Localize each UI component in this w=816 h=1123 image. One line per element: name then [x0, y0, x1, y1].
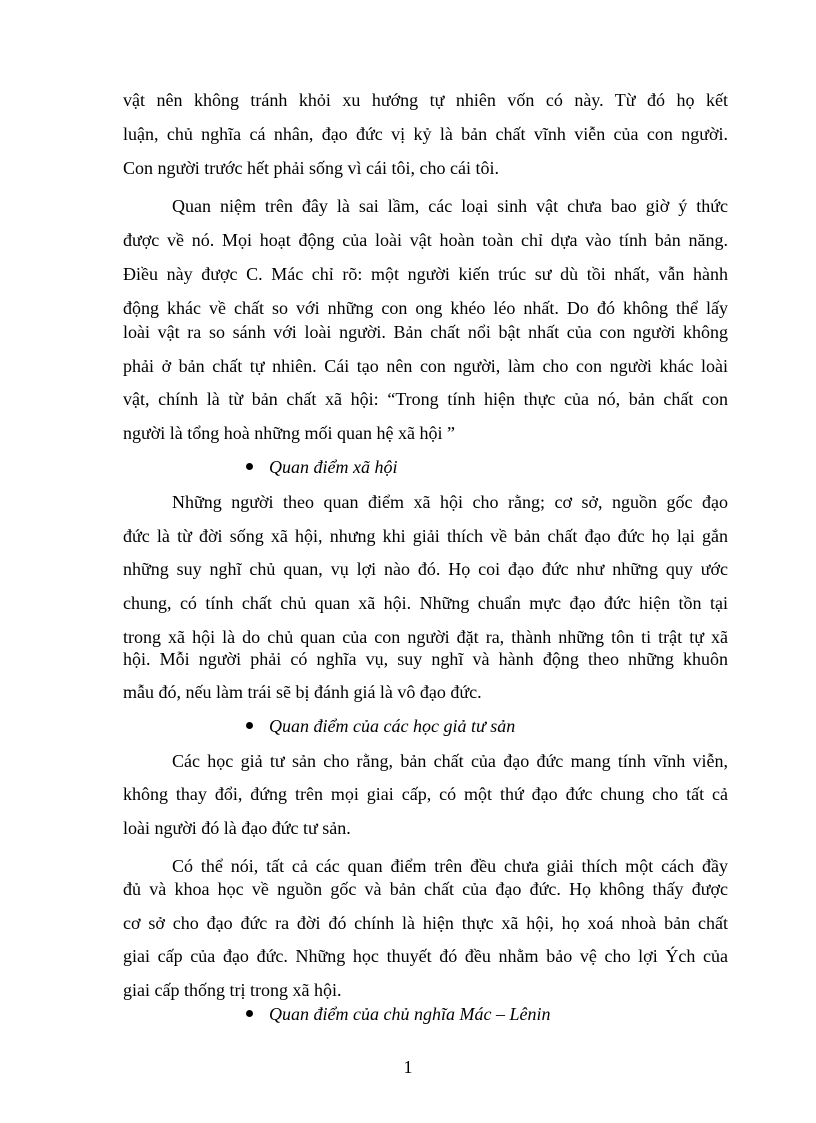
body-text-line: Có thể nói, tất cả các quan điểm trên đều chưa giải thích một cách đầy — [172, 856, 728, 876]
body-text-line: vật, chính là từ bản chất xã hội: “Trong tính hiện thực của nó, bản chất con — [123, 389, 728, 409]
section-heading-bullet — [246, 1001, 550, 1027]
body-text-line: Các học giả tư sản cho rằng, bản chất của đạo đức mang tính vĩnh viễn, — [172, 751, 728, 771]
body-text-line: Những người theo quan điểm xã hội cho rằng; cơ sở, nguồn gốc đạo — [172, 492, 728, 512]
body-text-line: đủ và khoa học về nguồn gốc và bản chất của đạo đức. Họ không thấy được — [123, 879, 728, 899]
body-text-line: chung, có tính chất chủ quan xã hội. Những chuẩn mực đạo đức hiện tồn tại — [123, 593, 728, 613]
section-heading-bullet — [246, 713, 515, 739]
section-heading-bullet — [246, 454, 397, 480]
body-text-line: hội. Mỗi người phải có nghĩa vụ, suy nghĩ và hành động theo những khuôn — [123, 649, 728, 669]
body-text-line: loài vật ra so sánh với loài người. Bản chất nổi bật nhất của con người không — [123, 322, 728, 342]
body-text-line: Điều này được C. Mác chỉ rõ: một người kiến trúc sư dù tồi nhất, vẫn hành — [123, 264, 728, 284]
body-text-line: giai cấp của đạo đức. Những học thuyết đó đều nhằm bảo vệ cho lợi Ých của — [123, 946, 728, 966]
body-text-line: người là tổng hoà những mối quan hệ xã hội ” — [123, 423, 455, 443]
body-text-line: những suy nghĩ chủ quan, vụ lợi nào đó. Họ coi đạo đức như những quy ước — [123, 559, 728, 579]
body-text-line: Quan niệm trên đây là sai lầm, các loại sinh vật chưa bao giờ ý thức — [172, 196, 728, 216]
body-text-line: phải ở bản chất tự nhiên. Cái tạo nên con người, làm cho con người khác loài — [123, 356, 728, 376]
bullet-icon — [246, 463, 253, 470]
bullet-icon — [246, 1010, 253, 1017]
section-heading: Quan điểm xã hội — [269, 457, 398, 477]
body-text-line: cơ sở cho đạo đức ra đời đó chính là hiện thực xã hội, họ xoá nhoà bản chất — [123, 913, 728, 933]
bullet-icon — [246, 722, 253, 729]
body-text-line: được về nó. Mọi hoạt động của loài vật hoàn toàn chỉ dựa vào tính bản năng. — [123, 230, 728, 250]
body-text-line: luận, chủ nghĩa cá nhân, đạo đức vị kỷ là bản chất vĩnh viễn của con người. — [123, 124, 728, 144]
page-number: 1 — [403, 1057, 413, 1077]
body-text-line: vật nên không tránh khỏi xu hướng tự nhiên vốn có này. Từ đó họ kết — [123, 90, 728, 110]
body-text-line: Con người trước hết phải sống vì cái tôi, cho cái tôi. — [123, 158, 499, 178]
section-heading: Quan điểm của các học giả tư sản — [269, 716, 516, 736]
body-text-line: động khác về chất so với những con ong khéo léo nhất. Do đó không thể lấy — [123, 298, 728, 318]
body-text-line: giai cấp thống trị trong xã hội. — [123, 980, 342, 1000]
body-text-line: không thay đổi, đứng trên mọi giai cấp, có một thứ đạo đức chung cho tất cả — [123, 784, 728, 804]
body-text-line: mẫu đó, nếu làm trái sẽ bị đánh giá là vô đạo đức. — [123, 682, 482, 702]
body-text-line: loài người đó là đạo đức tư sản. — [123, 818, 351, 838]
body-text-line: trong xã hội là do chủ quan của con người đặt ra, thành những tôn ti trật tự xã — [123, 627, 728, 647]
section-heading: Quan điểm của chủ nghĩa Mác – Lênin — [269, 1004, 551, 1024]
body-text-line: đức là từ đời sống xã hội, nhưng khi giải thích về bản chất đạo đức họ lại gắn — [123, 526, 728, 546]
